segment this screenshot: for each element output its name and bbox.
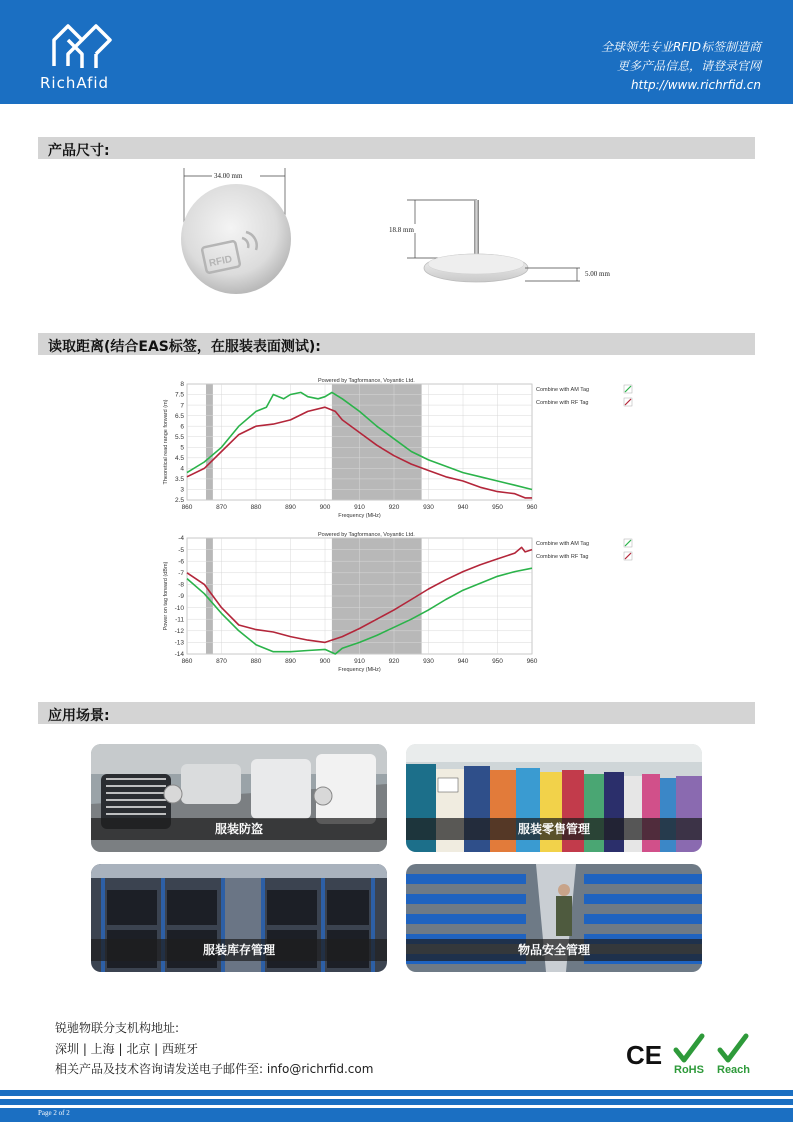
y-tick-label: 6 bbox=[180, 423, 184, 431]
y-tick-label: 7 bbox=[180, 402, 184, 410]
base-height-label: 5.00 mm bbox=[585, 270, 610, 278]
footer-stripe bbox=[0, 1090, 793, 1096]
y-tick-label: 3 bbox=[180, 486, 184, 494]
x-tick-label: 860 bbox=[181, 658, 193, 665]
chart-title: Powered by Tagformance, Voyantic Ltd. bbox=[317, 378, 415, 384]
ce-mark-icon: CE bbox=[626, 1040, 663, 1070]
x-tick-label: 960 bbox=[526, 504, 538, 511]
legend-label: Combine with AM Tag bbox=[536, 541, 590, 547]
branch-cities: 深圳 | 上海 | 北京 | 西班牙 bbox=[55, 1042, 199, 1056]
reach-label: Reach bbox=[717, 1064, 751, 1076]
scene-asset-security bbox=[406, 864, 702, 972]
y-tick-label: 6.5 bbox=[174, 412, 184, 420]
scene-apparel-inventory bbox=[91, 864, 387, 972]
x-tick-label: 950 bbox=[492, 504, 503, 511]
y-axis-label: Theoretical read range forward (m) bbox=[163, 399, 169, 485]
y-tick-label: 5 bbox=[180, 444, 184, 452]
section-scenes-title: 应用场景: bbox=[48, 708, 110, 724]
height-label: 18.8 mm bbox=[389, 226, 414, 234]
x-tick-label: 880 bbox=[250, 658, 262, 665]
website-url[interactable]: http://www.richrfid.cn bbox=[630, 78, 761, 92]
y-tick-label: -13 bbox=[174, 639, 184, 647]
section-range-title: 读取距离(结合EAS标签，在服装表面测试): bbox=[48, 339, 321, 355]
x-tick-label: 880 bbox=[250, 504, 262, 511]
y-tick-label: -4 bbox=[178, 535, 184, 543]
diameter-label: 34.00 mm bbox=[214, 172, 243, 180]
section-scenes-header bbox=[38, 702, 755, 724]
page-number: Page 2 of 2 bbox=[38, 1109, 70, 1117]
page-header bbox=[0, 0, 793, 104]
y-tick-label: -5 bbox=[178, 546, 184, 554]
x-tick-label: 910 bbox=[354, 504, 365, 511]
x-tick-label: 870 bbox=[216, 504, 227, 511]
product-side-view bbox=[385, 190, 630, 300]
contact-email-line[interactable]: 相关产品及技术咨询请发送电子邮件至: info@richrfid.com bbox=[55, 1062, 374, 1076]
section-size-title: 产品尺寸: bbox=[48, 143, 110, 159]
x-tick-label: 910 bbox=[354, 658, 365, 665]
read-range-charts bbox=[155, 372, 645, 682]
rohs-label: RoHS bbox=[674, 1064, 704, 1076]
scene-label: 服装零售管理 bbox=[406, 818, 702, 840]
x-tick-label: 940 bbox=[457, 658, 469, 665]
x-tick-label: 890 bbox=[285, 504, 296, 511]
certifications bbox=[624, 1032, 759, 1076]
x-tick-label: 870 bbox=[216, 658, 227, 665]
rohs-mark-icon bbox=[674, 1036, 704, 1076]
y-tick-label: 8 bbox=[180, 381, 184, 389]
y-tick-label: -7 bbox=[178, 570, 184, 577]
y-tick-label: 3.5 bbox=[174, 476, 184, 484]
header-tagline bbox=[461, 38, 761, 95]
section-range-header bbox=[38, 333, 755, 355]
product-top-view bbox=[178, 164, 293, 299]
tagline-line-1: 全球领先专业RFID标签制造商 bbox=[600, 40, 761, 54]
footer-stripe bbox=[0, 1099, 793, 1105]
x-axis-label: Frequency (MHz) bbox=[338, 513, 381, 519]
x-tick-label: 930 bbox=[423, 504, 434, 511]
logo-text: RichAfid bbox=[40, 74, 110, 92]
x-tick-label: 920 bbox=[388, 658, 400, 665]
chart-read-range bbox=[163, 378, 632, 519]
x-tick-label: 930 bbox=[423, 658, 434, 665]
shaded-band bbox=[206, 384, 213, 500]
x-tick-label: 860 bbox=[181, 504, 193, 511]
y-tick-label: 5.5 bbox=[174, 433, 184, 441]
x-tick-label: 940 bbox=[457, 504, 469, 511]
y-tick-label: 2.5 bbox=[174, 497, 184, 505]
y-tick-label: -11 bbox=[175, 616, 184, 624]
y-tick-label: -6 bbox=[178, 558, 184, 566]
y-tick-label: -9 bbox=[178, 593, 184, 601]
x-axis-label: Frequency (MHz) bbox=[338, 667, 381, 673]
legend-label: Combine with RF Tag bbox=[536, 400, 589, 406]
x-tick-label: 890 bbox=[285, 658, 296, 665]
branch-address-title: 锐驰物联分支机构地址: bbox=[55, 1021, 180, 1035]
x-tick-label: 900 bbox=[319, 658, 331, 665]
reach-mark-icon bbox=[717, 1036, 750, 1076]
x-tick-label: 950 bbox=[492, 658, 503, 665]
scene-apparel-anti-theft bbox=[91, 744, 387, 852]
x-tick-label: 960 bbox=[526, 658, 538, 665]
y-axis-label: Power on tag forward (dBm) bbox=[163, 561, 169, 631]
y-tick-label: 4.5 bbox=[174, 455, 184, 463]
scene-label: 服装库存管理 bbox=[91, 939, 387, 961]
chart-power-on-tag bbox=[163, 532, 632, 673]
tag-disc bbox=[181, 184, 291, 294]
x-tick-label: 900 bbox=[319, 504, 331, 511]
tagline-line-2: 更多产品信息，请登录官网 bbox=[616, 59, 761, 73]
y-tick-label: -12 bbox=[174, 628, 184, 635]
legend-label: Combine with AM Tag bbox=[536, 387, 590, 393]
chart-title: Powered by Tagformance, Voyantic Ltd. bbox=[317, 532, 415, 538]
y-tick-label: 4 bbox=[180, 465, 184, 473]
footer-bar bbox=[0, 1108, 793, 1122]
y-tick-label: -10 bbox=[174, 604, 184, 612]
scene-label: 物品安全管理 bbox=[406, 939, 702, 961]
y-tick-label: -8 bbox=[178, 581, 184, 589]
scene-apparel-retail bbox=[406, 744, 702, 852]
tag-pin bbox=[474, 200, 479, 260]
legend-label: Combine with RF Tag bbox=[536, 554, 589, 560]
x-tick-label: 920 bbox=[388, 504, 400, 511]
y-tick-label: 7.5 bbox=[174, 391, 184, 399]
scene-label: 服装防盗 bbox=[91, 818, 387, 840]
section-size-header bbox=[38, 137, 755, 159]
rfid-emboss-text: RFID bbox=[208, 253, 234, 270]
y-tick-label: -14 bbox=[174, 651, 184, 659]
